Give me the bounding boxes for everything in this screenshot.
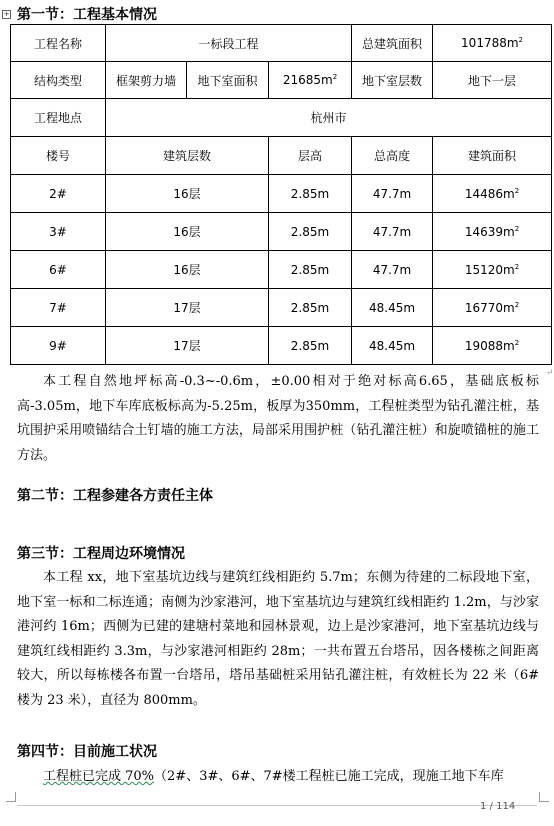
structure-label: 结构类型 — [11, 62, 106, 99]
project-name-value: 一标段工程 — [106, 25, 352, 62]
table-row — [11, 175, 552, 213]
header-total-height: 总高度 — [352, 137, 433, 175]
basement-area-label: 地下室面积 — [187, 62, 269, 99]
table-row — [11, 289, 552, 327]
cell-building-no: 2# — [11, 175, 106, 213]
header-floors: 建筑层数 — [106, 137, 269, 175]
paragraph-status — [17, 765, 539, 790]
page-corner-mark-right — [539, 792, 549, 802]
basement-floors-value: 地下一层 — [433, 62, 552, 99]
cell-floors: 16层 — [106, 213, 269, 251]
cell-floors: 16层 — [106, 175, 269, 213]
location-label: 工程地点 — [11, 99, 106, 137]
location-value: 杭州市 — [106, 99, 552, 137]
table-row — [11, 25, 552, 62]
cell-floors: 17层 — [106, 289, 269, 327]
total-area-value: $101788m^2$ — [433, 25, 552, 62]
cell-total-height: 48.45m — [352, 289, 433, 327]
footer-divider — [17, 805, 537, 806]
structure-value: 框架剪力墙 — [106, 62, 187, 99]
cell-floor-height: 2.85m — [269, 175, 352, 213]
table-row — [11, 99, 552, 137]
cell-floors: 17层 — [106, 327, 269, 365]
page-number: 1 / 114 — [480, 801, 516, 812]
section-3-title: 第三节：工程周边环境情况 — [17, 546, 185, 562]
cell-area: $19088m^2$ — [433, 327, 552, 365]
table-row — [11, 62, 552, 99]
total-area-label: 总建筑面积 — [352, 25, 433, 62]
cell-area: $14639m^2$ — [433, 213, 552, 251]
cell-area: $15120m^2$ — [433, 251, 552, 289]
paragraph-foundation: 本工程自然地坪标高-0.3~-0.6m，±0.00相对于绝对标高6.65，基础底板标高-3.05m，地下车库底板标高为-5.25m，板厚为350mm，工程桩类型为钻孔灌注桩，基坑围护采用喷锚结合土钉墙的施工方法，局部采用围护桩（钻孔灌注桩）和旋喷锚桩的施工方法。 — [17, 374, 539, 463]
cell-floor-height: 2.85m — [269, 251, 352, 289]
cell-area: $14486m^2$ — [433, 175, 552, 213]
cell-total-height: 47.7m — [352, 175, 433, 213]
cell-area: $16770m^2$ — [433, 289, 552, 327]
cell-building-no: 7# — [11, 289, 106, 327]
cell-floor-height: 2.85m — [269, 289, 352, 327]
cell-total-height: 48.45m — [352, 327, 433, 365]
header-area: 建筑面积 — [433, 137, 552, 175]
section-1-title: 第一节：工程基本情况 — [17, 7, 157, 23]
cell-building-no: 3# — [11, 213, 106, 251]
paragraph-mark-icon: ↵ — [546, 368, 554, 378]
project-name-label: 工程名称 — [11, 25, 106, 62]
project-info-table — [10, 24, 552, 365]
table-row — [11, 327, 552, 365]
cell-total-height: 47.7m — [352, 213, 433, 251]
table-row — [11, 251, 552, 289]
table-row — [11, 213, 552, 251]
table-header-row — [11, 137, 552, 175]
page-corner-mark-left — [6, 792, 16, 802]
section-4-title: 第四节：目前施工状况 — [17, 744, 157, 760]
table-anchor-icon[interactable]: + — [3, 10, 10, 18]
header-building-no: 楼号 — [11, 137, 106, 175]
header-floor-height: 层高 — [269, 137, 352, 175]
cell-total-height: 47.7m — [352, 251, 433, 289]
cell-floor-height: 2.85m — [269, 213, 352, 251]
cell-floor-height: 2.85m — [269, 327, 352, 365]
cell-building-no: 6# — [11, 251, 106, 289]
status-rest-text: （2#、3#、6#、7#楼工程桩已施工完成，现施工地下车库 — [154, 769, 504, 784]
basement-area-value: $21685m^2$ — [269, 62, 352, 99]
cell-building-no: 9# — [11, 327, 106, 365]
cell-floors: 16层 — [106, 251, 269, 289]
basement-floors-label: 地下室层数 — [352, 62, 433, 99]
paragraph-surroundings: 本工程 xx，地下室基坑边线与建筑红线相距约 5.7m；东侧为待建的二标段地下室，地下室一标和二标连通；南侧为沙家港河，地下室基坑边与建筑红线相距约 1.2m，与沙家港河约 16m；西侧为已建的建塘村菜地和园林景观，边上是沙家港河，地下室基坑边线与建筑红线相距约 3.3m，与沙家港河相距约 28m；一共布置五台塔吊，因各楼栋之间距离较大，所以每栋楼各布置一台塔吊，塔吊基础桩采用钻孔灌注桩，有效桩长为 22 米（6#楼为 23 米），直径为 800mm。 — [17, 570, 539, 708]
status-underlined-text: 工程桩已完成 70% — [43, 769, 155, 784]
section-2-title: 第二节：工程参建各方责任主体 — [17, 488, 213, 504]
